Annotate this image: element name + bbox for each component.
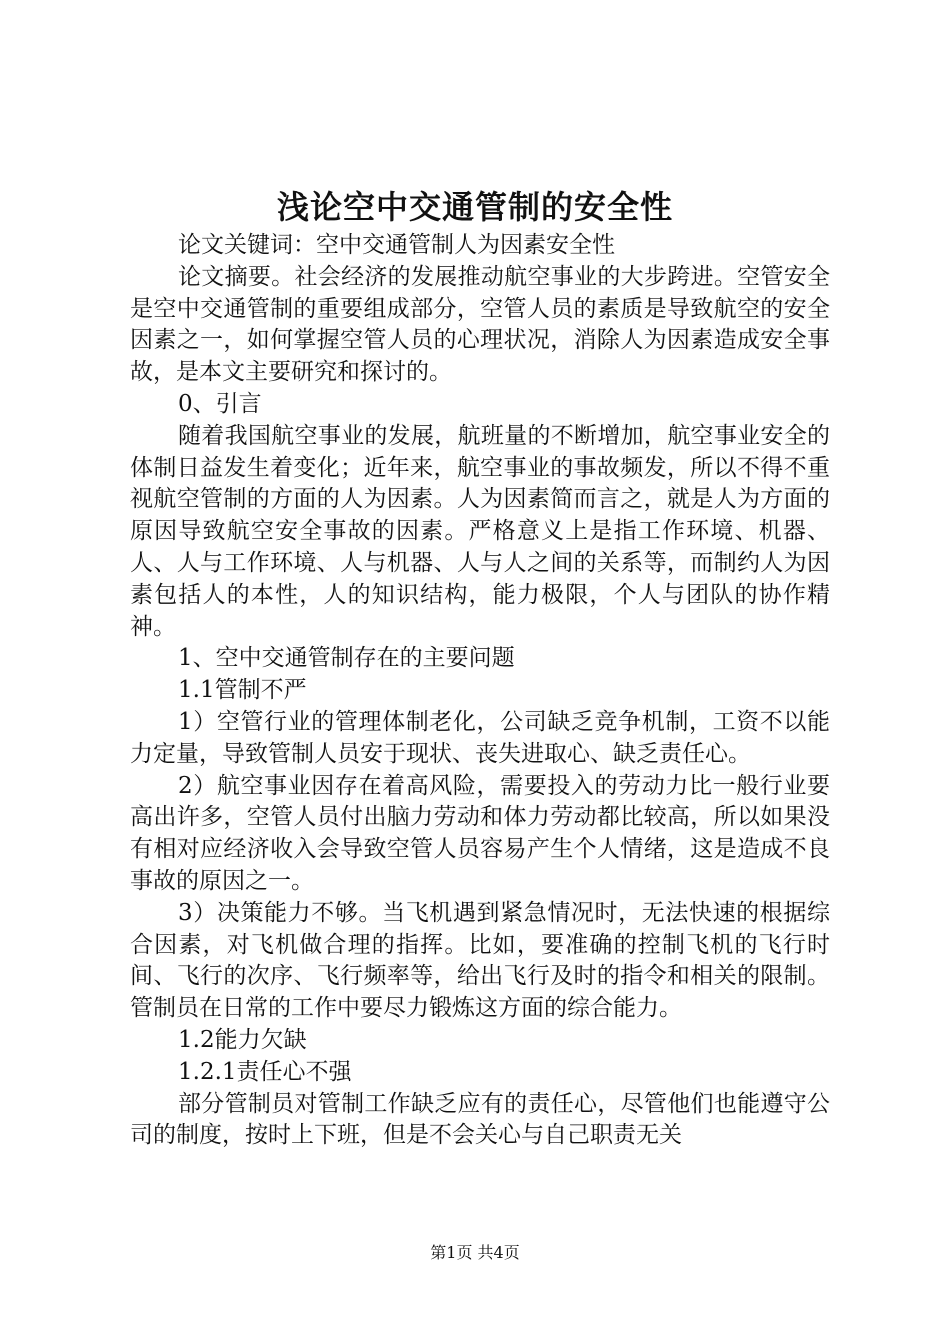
body-paragraph: 部分管制员对管制工作缺乏应有的责任心，尽管他们也能遵守公司的制度，按时上下班，但是不会关心与自己职责无关	[130, 1090, 830, 1149]
document-body	[130, 230, 830, 1152]
section-heading-intro: 0、引言	[178, 390, 262, 417]
page-number-footer: 第1页 共4页	[430, 1243, 520, 1262]
list-item-paragraph: 1）空管行业的管理体制老化，公司缺乏竞争机制，工资不以能力定量，导致管制人员安于现状、丧失进取心、缺乏责任心。	[130, 708, 830, 767]
document-title: 浅论空中交通管制的安全性	[276, 188, 673, 226]
intro-paragraph: 随着我国航空事业的发展，航班量的不断增加，航空事业安全的体制日益发生着变化；近年来，航空事业的事故频发，所以不得不重视航空管制的方面的人为因素。人为因素简而言之，就是人为方面的原因导致航空安全事故的因素。严格意义上是指工作环境、机器、人、人与工作环境、人与机器、人与人之间的关系等，而制约人为因素包括人的本性，人的知识结构，能力极限，个人与团队的协作精神。	[130, 422, 830, 640]
abstract-paragraph: 论文摘要。社会经济的发展推动航空事业的大步跨进。空管安全是空中交通管制的重要组成部分，空管人员的素质是导致航空的安全因素之一，如何掌握空管人员的心理状况，消除人为因素造成安全事故，是本文主要研究和探讨的。	[130, 263, 830, 386]
list-item-paragraph: 3）决策能力不够。当飞机遇到紧急情况时，无法快速的根据综合因素，对飞机做合理的指挥。比如，要准确的控制飞机的飞行时间、飞行的次序、飞行频率等，给出飞行及时的指令和相关的限制。管制员在日常的工作中要尽力锻炼这方面的综合能力。	[130, 899, 830, 1022]
section-heading-1: 1、空中交通管制存在的主要问题	[178, 645, 515, 672]
subsection-heading-1-1: 1.1管制不严	[178, 677, 307, 704]
subsection-heading-1-2: 1.2能力欠缺	[178, 1026, 307, 1053]
subsection-heading-1-2-1: 1.2.1责任心不强	[178, 1058, 352, 1085]
keywords-paragraph: 论文关键词：空中交通管制人为因素安全性	[178, 232, 615, 258]
list-item-paragraph: 2）航空事业因存在着高风险，需要投入的劳动力比一般行业要高出许多，空管人员付出脑力劳动和体力劳动都比较高，所以如果没有相对应经济收入会导致空管人员容易产生个人情绪，这是造成不良事故的原因之一。	[130, 772, 830, 894]
